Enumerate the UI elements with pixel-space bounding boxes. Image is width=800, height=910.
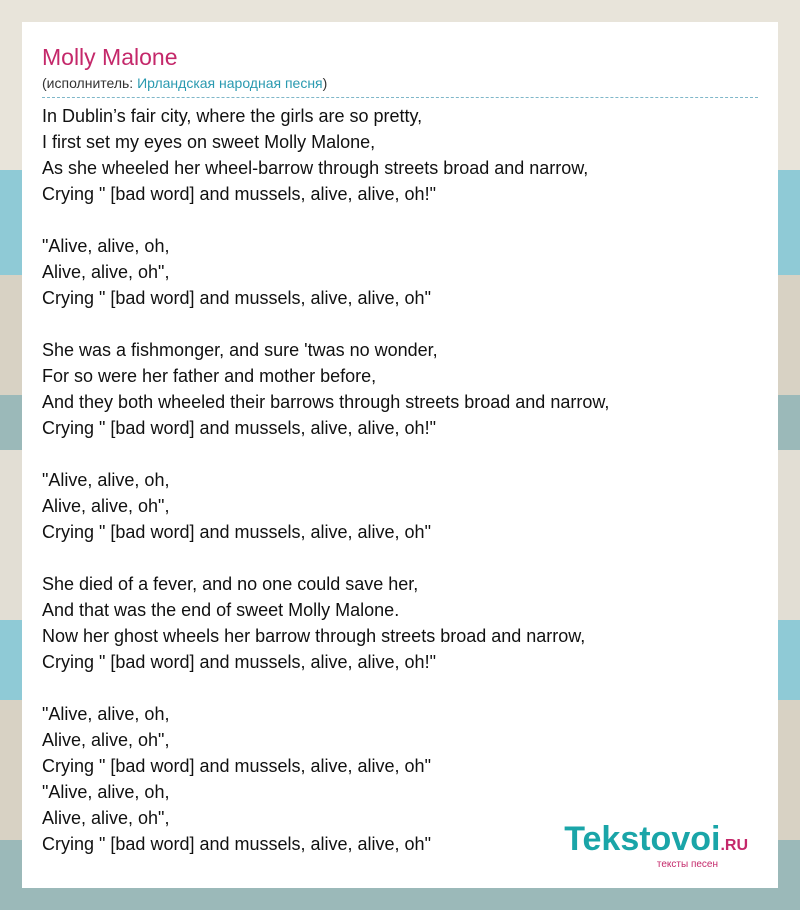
logo-tagline: тексты песен	[656, 859, 718, 870]
song-title: Molly Malone	[42, 44, 178, 70]
artist-link[interactable]: Ирландская народная песня	[137, 75, 323, 91]
artist-suffix: )	[322, 75, 328, 91]
artist-prefix: (исполнитель:	[42, 75, 138, 91]
logo-tld: .RU	[720, 837, 748, 854]
lyrics-card	[22, 22, 778, 888]
logo-text: Tekstovoi	[564, 820, 721, 858]
lyrics-text: In Dublin’s fair city, where the girls are so pretty, I first set my eyes on sweet Molly Malone, As she wheeled her wheel-barrow through streets broad and narrow, Crying " [bad word] and mussels, alive, alive, oh!" "Alive, alive, oh, Alive, alive, oh", Crying " [bad word] and mussels, alive, alive, oh" She was a fishmonger, and sure 'twas no wonder, For so were her father and mother before, And they both wheeled their barrows through streets broad and narrow, Crying " [bad word] and mussels, alive, alive, oh!" "Alive, alive, oh, Alive, alive, oh", Crying " [bad word] and mussels, alive, alive, oh" She died of a fever, and no one could save her, And that was the end of sweet Molly Malone. Now her ghost wheels her barrow through streets broad and narrow, Crying " [bad word] and mussels, alive, alive, oh!" "Alive, alive, oh, Alive, alive, oh", Crying " [bad word] and mussels, alive, alive, oh" "Alive, alive, oh, Alive, alive, oh", Crying " [bad word] and mussels, alive, alive, oh"	[42, 106, 610, 854]
site-logo[interactable]	[564, 821, 748, 870]
artist-line	[42, 72, 758, 98]
